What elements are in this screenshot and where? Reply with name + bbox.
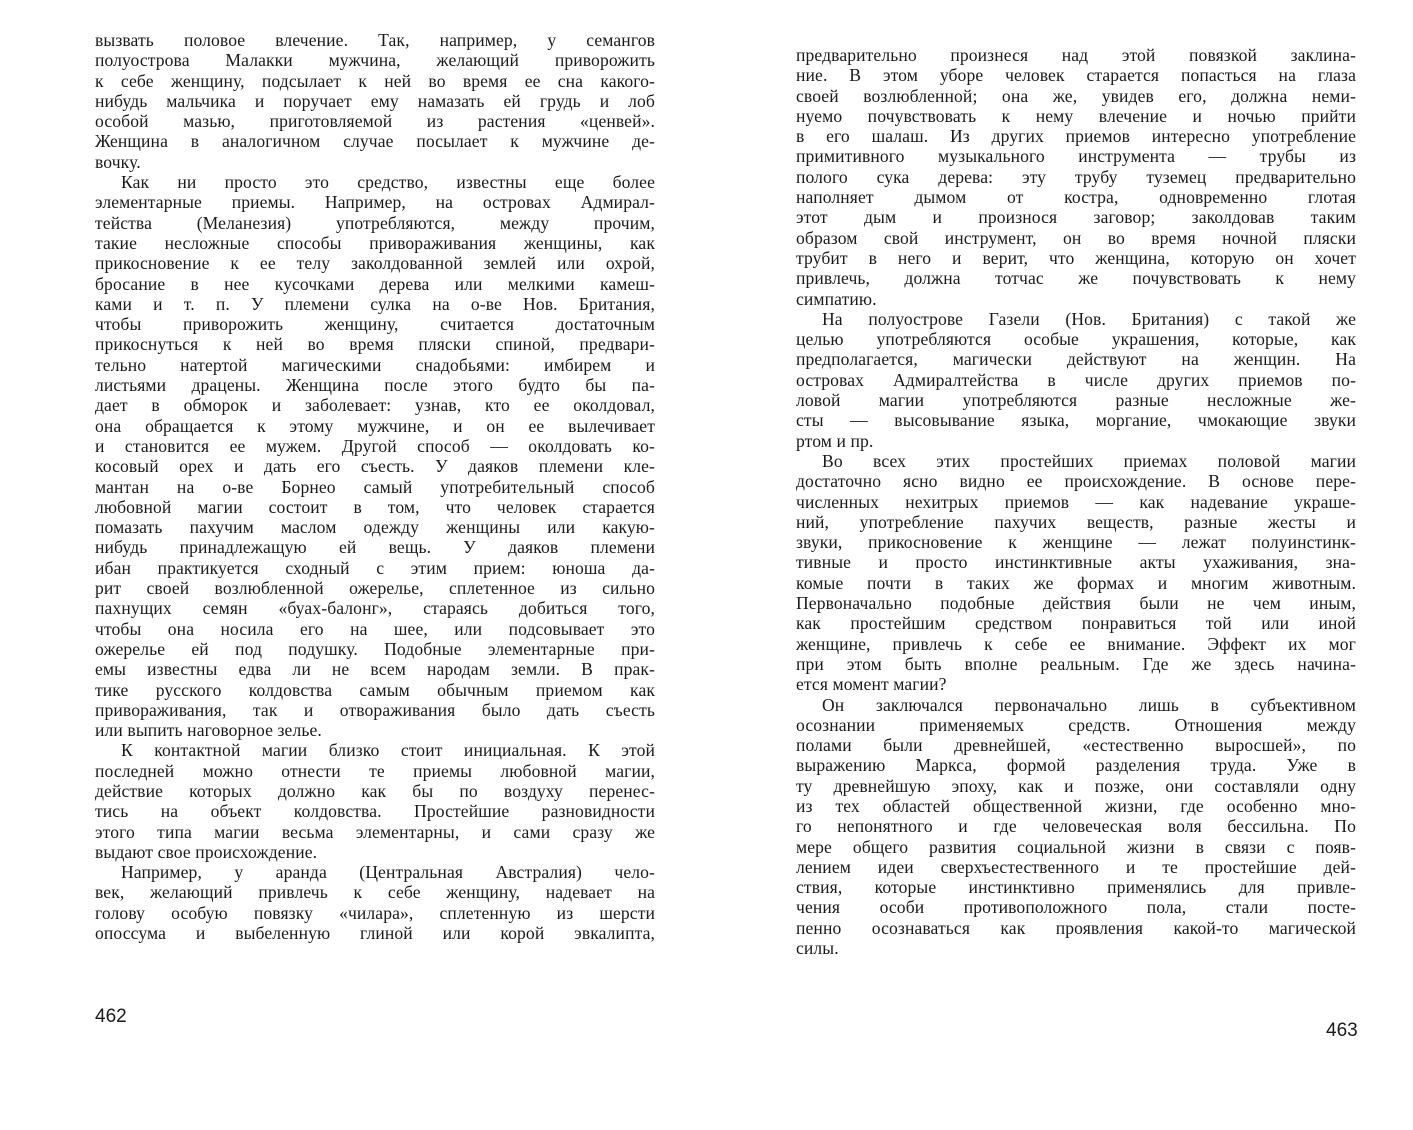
text-line: любовной магии состоит в том, что человек старается: [95, 496, 655, 517]
text-line: полами были древнейшей, «естественно выросшей», по: [796, 735, 1356, 756]
text-line: тике русского колдовства самым обычным приемом как: [95, 679, 655, 700]
page-number-left: 462: [95, 1006, 127, 1027]
text-line: наполняет дымом от костра, одновременно глотая: [796, 187, 1356, 208]
text-line: такие несложные способы привораживания женщины, как: [95, 232, 655, 253]
text-line: действие которых должно как бы по воздуху перенес-: [95, 780, 655, 801]
text-line: элементарные приемы. Например, на островах Адмирал-: [95, 192, 655, 213]
text-line: островах Адмиралтейства в числе других приемов по-: [796, 369, 1356, 390]
text-line: симпатию.: [796, 288, 877, 309]
text-line: полуострова Малакки мужчина, желающий приворожить: [95, 50, 655, 71]
text-line: косовый орех и дать его съесть. У даяков племени кле-: [95, 456, 655, 477]
text-line: нибудь мальчика и поручает ему намазать ей грудь и лоб: [95, 90, 655, 111]
text-line: выражению Маркса, формой разделения труда. Уже в: [796, 755, 1356, 776]
text-line: женщине, привлечь к себе ее внимание. Эффект их мог: [796, 633, 1356, 654]
text-line: последней можно отнести те приемы любовной магии,: [95, 760, 655, 781]
text-line: ловой магии употребляются разные несложные же-: [796, 390, 1356, 411]
text-line: прикосновение к ее телу заколдованной землей или охрой,: [95, 253, 655, 274]
text-line: рит своей возлюбленной ожерелье, сплетенное из сильно: [95, 578, 655, 599]
text-line: листьями драцены. Женщина после этого будто бы па-: [95, 375, 655, 396]
text-line: ожерелье ей под подушку. Подобные элементарные при-: [95, 638, 655, 659]
text-line: силы.: [796, 938, 839, 959]
text-line: ние. В этом уборе человек старается попасться на глаза: [796, 65, 1356, 86]
right-page: [796, 45, 1356, 958]
text-line: в его шалаш. Из других приемов интересно употребление: [796, 126, 1356, 147]
text-line: выдают свое происхождение.: [95, 841, 318, 862]
text-line: вочку.: [95, 151, 141, 172]
text-line: Во всех этих простейших приемах половой магии: [822, 450, 1356, 471]
text-line: го непонятного и где человеческая воля бессильна. По: [796, 816, 1356, 837]
text-line: На полуострове Газели (Нов. Британия) с такой же: [822, 308, 1356, 329]
text-line: привораживания, так и отвораживания было дать съесть: [95, 699, 655, 720]
text-line: предварительно произнеся над этой повязкой заклина-: [796, 45, 1356, 65]
page-number-right: 463: [1326, 1020, 1358, 1041]
text-line: дает в обморок и заболевает: узнав, кто ее околдовал,: [95, 395, 655, 416]
text-line: тивные и просто инстинктивные акты ухаживания, зна-: [796, 552, 1356, 573]
text-line: ртом и пр.: [796, 430, 874, 451]
text-line: чтобы она носила его на шее, или подсовывает это: [95, 618, 655, 639]
text-line: привлечь, должна тотчас же почувствовать к нему: [796, 268, 1356, 289]
text-line: ту древнейшую эпоху, как и позже, они составляли одну: [796, 775, 1356, 796]
text-line: прикоснуться к ней во время пляски спиной, предвари-: [95, 334, 655, 355]
text-line: чтобы приворожить женщину, считается достаточным: [95, 314, 655, 335]
text-line: чения особи противоположного пола, стали посте-: [796, 897, 1356, 918]
text-line: или выпить наговорное зелье.: [95, 720, 322, 741]
text-line: Женщина в аналогичном случае посылает к мужчине де-: [95, 131, 655, 152]
text-line: осознании применяемых средств. Отношения между: [796, 714, 1356, 735]
text-line: сты — высовывание языка, моргание, чмокающие звуки: [796, 410, 1356, 431]
text-line: Первоначально подобные действия были не чем иным,: [796, 593, 1356, 614]
text-line: Как ни просто это средство, известны еще более: [121, 172, 655, 193]
text-line: особой мазью, приготовляемой из растения «ценвей».: [95, 111, 655, 132]
text-line: Например, у аранда (Центральная Австралия) чело-: [121, 862, 655, 883]
text-line: тейства (Меланезия) употребляются, между прочим,: [95, 212, 655, 233]
text-line: помазать пахучим маслом одежду женщины или какую-: [95, 517, 655, 538]
text-line: К контактной магии близко стоит инициальная. К этой: [121, 740, 655, 761]
text-line: век, желающий привлечь к себе женщину, надевает на: [95, 882, 655, 903]
text-line: она обращается к этому мужчине, и он ее вылечивает: [95, 415, 655, 436]
text-line: лением идеи сверхъестественного и те простейшие дей-: [796, 856, 1356, 877]
text-line: пахнущих семян «буах-балонг», стараясь добиться того,: [95, 598, 655, 619]
text-line: мантан на о-ве Борнео самый употребительный способ: [95, 476, 655, 497]
text-line: емы известны едва ли не всем народам земли. В прак-: [95, 659, 655, 680]
text-line: опоссума и выбеленную глиной или корой эвкалипта,: [95, 923, 655, 944]
text-line: и становится ее мужем. Другой способ — околдовать ко-: [95, 435, 655, 456]
text-line: численных нехитрых приемов — как надевание украше-: [796, 491, 1356, 512]
text-line: ствия, которые инстинктивно применялись для привле-: [796, 877, 1356, 898]
text-line: как простейшим средством понравиться той или иной: [796, 613, 1356, 634]
text-line: полого сука дерева: эту трубу туземец предварительно: [796, 166, 1356, 187]
text-line: своей возлюбленной; она же, увидев его, должна неми-: [796, 85, 1356, 106]
text-line: примитивного музыкального инструмента — трубы из: [796, 146, 1356, 167]
text-line: нуемо почувствовать к нему влечение и ночью прийти: [796, 105, 1356, 126]
text-line: комые почти в таких же формах и многим животным.: [796, 572, 1356, 593]
text-line: звуки, прикосновение к женщине — лежат полуинстинк-: [796, 532, 1356, 553]
text-line: пенно осознаваться как проявления какой-то магической: [796, 917, 1356, 938]
text-line: трубит в него и верит, что женщина, которую он хочет: [796, 247, 1356, 268]
text-line: тись на объект колдовства. Простейшие разновидности: [95, 801, 655, 822]
text-line: к себе женщину, подсылает к ней во время ее сна какого-: [95, 70, 655, 91]
text-line: ний, употребление пахучих веществ, разные жесты и: [796, 511, 1356, 532]
text-line: этот дым и произнося заговор; заколдовав таким: [796, 207, 1356, 228]
text-line: ибан практикуется сходный с этим прием: юноша да-: [95, 557, 655, 578]
text-line: целью употребляются особые украшения, которые, как: [796, 329, 1356, 350]
text-line: мере общего развития социальной жизни в связи с появ-: [796, 836, 1356, 857]
text-line: этого типа магии весьма элементарны, и сами сразу же: [95, 821, 655, 842]
text-line: из тех областей общественной жизни, где особенно мно-: [796, 795, 1356, 816]
text-line: нибудь принадлежащую ей вещь. У даяков племени: [95, 537, 655, 558]
text-line: предполагается, магически действуют на женщин. На: [796, 349, 1356, 370]
text-line: Он заключался первоначально лишь в субъективном: [822, 694, 1356, 715]
text-line: вызвать половое влечение. Так, например, у семангов: [95, 30, 655, 50]
text-line: образом свой инструмент, он во время ночной пляски: [796, 227, 1356, 248]
text-line: ется момент магии?: [796, 674, 947, 695]
left-page: [95, 30, 655, 943]
text-line: тельно натертой магическими снадобьями: имбирем и: [95, 354, 655, 375]
text-line: голову особую повязку «чилара», сплетенную из шерсти: [95, 902, 655, 923]
text-line: достаточно ясно видно ее происхождение. В основе пере-: [796, 471, 1356, 492]
text-line: бросание в нее кусочками дерева или мелкими камеш-: [95, 273, 655, 294]
text-line: ками и т. п. У племени сулка на о-ве Нов. Британия,: [95, 293, 655, 314]
text-line: при этом быть вполне реальным. Где же здесь начина-: [796, 653, 1356, 674]
